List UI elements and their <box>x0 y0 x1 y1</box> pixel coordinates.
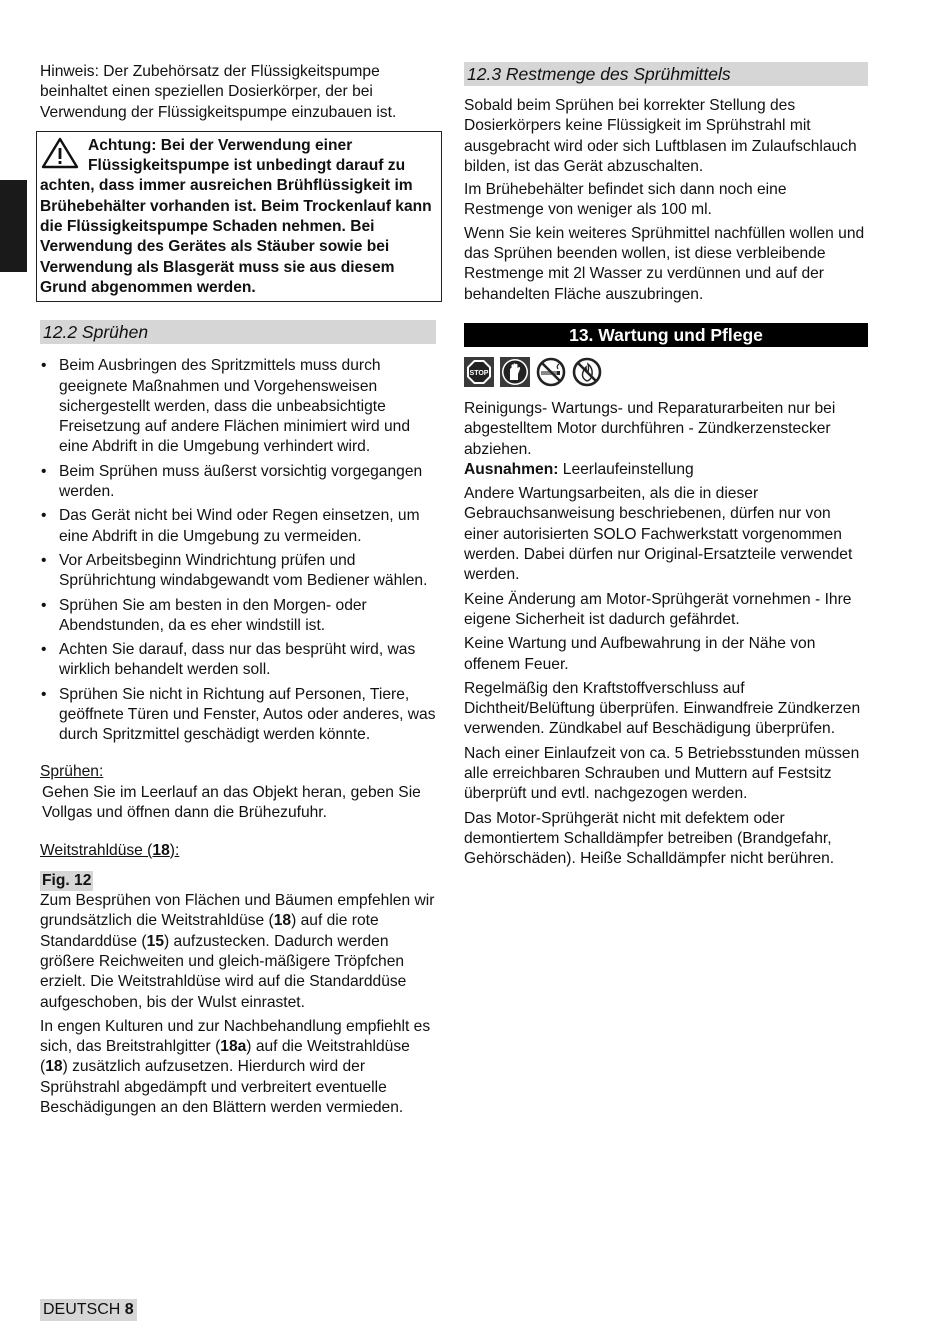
warning-triangle-icon <box>40 136 88 174</box>
side-tab-marker <box>0 180 27 272</box>
section-title-12-2: 12.2 Sprühen <box>40 320 436 344</box>
chapter-title: 13. Wartung und Pflege <box>464 323 868 347</box>
no-fire-icon <box>572 357 602 387</box>
footer-language: DEUTSCH <box>43 1301 125 1318</box>
spray-subheading: Sprühen: <box>40 762 104 780</box>
grid-paragraph: In engen Kulturen und zur Nachbehandlung empfiehlt es sich, das Breitstrahlgitter (18a) auf die Weitstrahldüse (18) zusätzlich aufzusetzen. Hierdurch wird der Sprühstrahl abgedämpft und verbreitert eventuelle Beschädigungen an den Blättern werden vermieden. <box>40 1017 431 1117</box>
list-item: • Sprühen Sie am besten in den Morgen- oder Abendstunden, da es eher windstill ist. <box>40 596 440 637</box>
section-title-12-3: 12.3 Restmenge des Sprühmittels <box>464 62 868 86</box>
paragraph: Reinigungs- Wartungs- und Reparaturarbeiten nur bei abgestelltem Motor durchführen - Zündkerzenstecker abziehen. <box>464 399 836 458</box>
warning-box <box>36 131 442 302</box>
warning-text: Achtung: Bei der Verwendung einer Flüssigkeitspumpe ist unbedingt darauf zu achten, dass immer ausreichen Brühflüssigkeit im Brühebehälter vorhanden ist. Beim Trockenlauf kann die Flüssigkeitspumpe Schaden nehmen. Bei Verwendung des Gerätes als Stäuber sowie bei Verwendung als Blasgerät muss sie aus diesem Grund abgenommen werden. <box>40 136 432 296</box>
list-item: • Das Gerät nicht bei Wind oder Regen einsetzen, um eine Abdrift in die Umgebung zu vermeiden. <box>40 506 440 547</box>
paragraph: Regelmäßig den Kraftstoffverschluss auf Dichtheit/Belüftung überprüfen. Einwandfreie Zündkerzen verwenden. Zündkabel auf Beschädigung überprüfen. <box>464 679 861 738</box>
left-column <box>40 62 440 1118</box>
paragraph: Im Brühebehälter befindet sich dann noch eine Restmenge von weniger als 100 ml. <box>464 181 787 219</box>
list-item: • Beim Sprühen muss äußerst vorsichtig vorgegangen werden. <box>40 462 440 503</box>
right-column <box>464 62 868 870</box>
paragraph: Das Motor-Sprühgerät nicht mit defektem oder demontiertem Schalldämpfer betreiben (Brandgefahr, Gehörschäden). Heiße Schalldämpfer nicht berühren. <box>464 809 835 868</box>
page-number: 8 <box>124 1301 134 1318</box>
spray-text: Gehen Sie im Leerlauf an das Objekt heran, geben Sie Vollgas und öffnen dann die Brühezufuhr. <box>42 783 421 822</box>
figure-reference: Fig. 12 <box>40 871 93 891</box>
exception-line: Ausnahmen: Leerlaufeinstellung <box>464 460 694 478</box>
glove-icon <box>500 357 530 387</box>
note-paragraph: Hinweis: Der Zubehörsatz der Flüssigkeitspumpe beinhaltet einen speziellen Dosierkörper, der bei Verwendung der Flüssigkeitspumpe einzubauen ist. <box>40 63 397 121</box>
no-smoking-icon <box>536 357 566 387</box>
paragraph: Nach einer Einlaufzeit von ca. 5 Betriebsstunden müssen alle erreichbaren Schrauben und Muttern auf Festsitz überprüft und evtl. nachgezogen werden. <box>464 744 860 803</box>
paragraph: Sobald beim Sprühen bei korrekter Stellung des Dosierkörpers keine Flüssigkeit im Sprühstrahl mit ausgebracht wird oder sich Luftblasen im Zulaufschlauch bilden, ist das Gerät abzuschalten. <box>464 97 857 175</box>
paragraph: Keine Wartung und Aufbewahrung in der Nähe von offenem Feuer. <box>464 635 816 673</box>
list-item: • Achten Sie darauf, dass nur das besprüht wird, was wirklich behandelt werden soll. <box>40 640 440 681</box>
paragraph: Andere Wartungsarbeiten, als die in dieser Gebrauchsanweisung beschriebenen, dürfen nur von einer autorisierten SOLO Fachwerkstatt vorgenommen werden. Dabei dürfen nur Original-Ersatzteile verwendet werden. <box>464 485 853 584</box>
safety-icons <box>464 357 868 387</box>
svg-text:STOP: STOP <box>469 369 489 377</box>
page-footer <box>40 1299 137 1321</box>
nozzle-paragraph: Zum Besprühen von Flächen und Bäumen empfehlen wir grundsätzlich die Weitstrahldüse (18) auf die rote Standarddüse (15) aufzustecken. Dadurch werden größere Reichweiten und gleich-mäßigere Tröpfchen erzielt. Die Weitstrahldüse wird auf die Standarddüse aufgeschoben, bis der Wulst einrastet. <box>40 892 435 1011</box>
stop-icon <box>464 357 494 387</box>
paragraph: Wenn Sie kein weiteres Sprühmittel nachfüllen wollen und das Sprühen beenden wollen, ist diese verbleibende Restmenge mit 2l Wasser zu verdünnen und auf der behandelten Fläche auszubringen. <box>464 224 865 303</box>
paragraph: Keine Änderung am Motor-Sprühgerät vornehmen - Ihre eigene Sicherheit ist dadurch gefährdet. <box>464 590 852 628</box>
list-item: • Vor Arbeitsbeginn Windrichtung prüfen und Sprührichtung windabgewandt vom Bediener wählen. <box>40 551 440 592</box>
nozzle-subheading: Weitstrahldüse (18): <box>40 841 180 859</box>
bullet-list <box>40 356 440 745</box>
list-item: • Beim Ausbringen des Spritzmittels muss durch geeignete Maßnahmen und Vorgehensweisen sichergestellt werden, dass die unbeabsichtigte Freisetzung auf andere Flächen minimiert wird und eine Abdrift in die Umgebung verhindert wird. <box>40 356 440 457</box>
list-item: • Sprühen Sie nicht in Richtung auf Personen, Tiere, geöffnete Türen und Fenster, Autos oder anderes, was durch Spritzmittel geschädigt werden könnte. <box>40 685 440 746</box>
